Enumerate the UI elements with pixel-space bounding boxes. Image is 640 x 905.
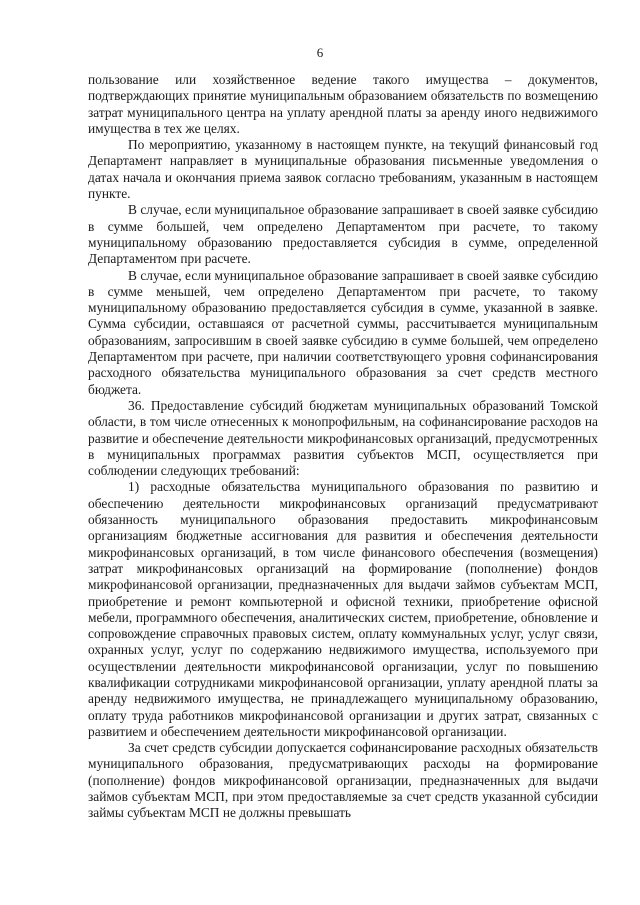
paragraph-larger-sum: В случае, если муниципальное образование запрашивает в своей заявке субсидию в сумме большей, чем определено Департаментом при расчете, то такому муниципальному образованию предоставляется субсидия в сумме, определенной Департаментом при расчете.: [88, 202, 598, 267]
paragraph-cofinancing: За счет средств субсидии допускается софинансирование расходных обязательств муниципального образования, предусматривающих расходы на формирование (пополнение) фондов микрофинансовой организации, предназначенных для выдачи займов субъектам МСП, при этом предоставляемые за счет средств указанной субсидии займы субъектам МСП не должны превышать: [88, 740, 598, 821]
paragraph-requirement-1: 1) расходные обязательства муниципального образования по развитию и обеспечению деятельности микрофинансовых организаций предусматривают обязанность муниципального образования предоставить микрофинансовым организациям бюджетные ассигнования для развития и обеспечения деятельности микрофинансовых организаций, в том числе финансового обеспечения (возмещения) затрат микрофинансовых организаций на формирование (пополнение) фондов микрофинансовой организации, предназначенных для выдачи займов субъектам МСП, приобретение и ремонт компьютерной и офисной техники, приобретение офисной мебели, программного обеспечения, аналитических систем, приобретение, обновление и сопровождение справочных правовых систем, оплату коммунальных услуг, услуг связи, охранных услуг, услуг по содержанию недвижимого имущества, используемого при осуществлении деятельности микрофинансовой организации, услуг по повышению квалификации сотрудниками микрофинансовой организации, уплату арендной платы за аренду недвижимого имущества, не принадлежащего муниципальному образованию, оплату труда работников микрофинансовой организации и других затрат, связанных с развитием и обеспечением деятельности микрофинансовой организации.: [88, 479, 598, 739]
page-number: 6: [316, 45, 324, 60]
paragraph-notification: По мероприятию, указанному в настоящем пункте, на текущий финансовый год Департамент направляет в муниципальные образования письменные уведомления о датах начала и окончания приема заявок согласно требованиям, указанным в настоящем пункте.: [88, 137, 598, 202]
paragraph-continuation: пользование или хозяйственное ведение такого имущества – документов, подтверждающих принятие муниципальным образованием обязательств по возмещению затрат муниципального центра на уплату арендной платы за аренду иного недвижимого имущества в тех же целях.: [88, 72, 598, 136]
paragraph-clause-36: 36. Предоставление субсидий бюджетам муниципальных образований Томской области, в том числе отнесенных к монопрофильным, на софинансирование расходов на развитие и обеспечение деятельности микрофинансовых организаций, предусмотренных в муниципальных программах развития субъектов МСП, осуществляется при соблюдении следующих требований:: [88, 397, 598, 479]
document-body: [88, 72, 598, 822]
paragraph-smaller-sum: В случае, если муниципальное образование запрашивает в своей заявке субсидию в сумме меньшей, чем определено Департаментом при расчете, то такому муниципальному образованию предоставляется субсидия в сумме, указанной в заявке. Сумма субсидии, оставшаяся от расчетной суммы, рассчитывается муниципальным образованиям, запросившим в своей заявке субсидию в сумме большей, чем определено Департаментом при расчете, при наличии соответствующего уровня софинансирования расходного обязательства муниципального образования за счет средств местного бюджета.: [88, 267, 598, 397]
